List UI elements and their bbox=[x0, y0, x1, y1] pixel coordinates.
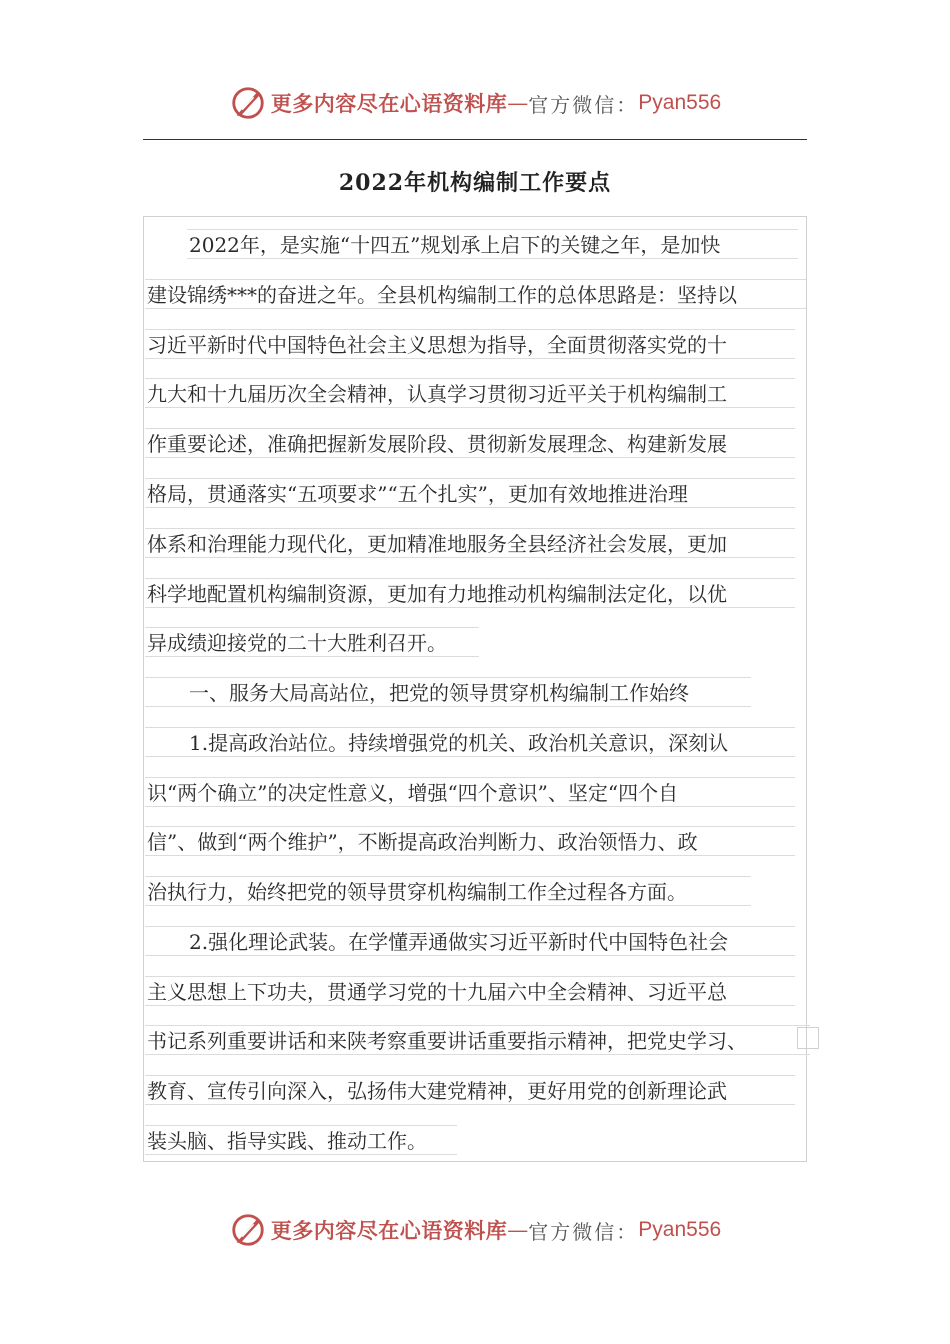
text-line: 格局，贯通落实“五项要求”“五个扎实”，更加有效地推进治理 bbox=[145, 478, 795, 508]
banner-separator: — bbox=[507, 91, 529, 115]
text-line: 1.提高政治站位。持续增强党的机关、政治机关意识，深刻认 bbox=[145, 727, 795, 757]
text-line: 装头脑、指导实践、推动工作。 bbox=[145, 1125, 457, 1155]
quill-logo-icon bbox=[229, 84, 267, 122]
banner-separator: — bbox=[507, 1218, 529, 1242]
banner-brand: 更多内容尽在心语资料库 bbox=[270, 91, 508, 116]
text-line: 2.强化理论武装。在学懂弄通做实习近平新时代中国特色社会 bbox=[145, 926, 795, 956]
text-line: 体系和治理能力现代化，更加精准地服务全县经济社会发展，更加 bbox=[145, 528, 795, 558]
text-line: 书记系列重要讲话和来陕考察重要讲话重要指示精神，把党史学习、 bbox=[145, 1025, 810, 1055]
text-line: 九大和十九届历次全会精神，认真学习贯彻习近平关于机构编制工 bbox=[145, 378, 795, 408]
banner-brand: 更多内容尽在心语资料库 bbox=[270, 1218, 508, 1243]
text-line: 科学地配置机构编制资源，更加有力地推动机构编制法定化，以优 bbox=[145, 578, 795, 608]
quill-logo-icon bbox=[229, 1211, 267, 1249]
text-line: 习近平新时代中国特色社会主义思想为指导，全面贯彻落实党的十 bbox=[145, 329, 795, 359]
text-line: 治执行力，始终把党的领导贯穿机构编制工作全过程各方面。 bbox=[145, 876, 751, 906]
text-line: 作重要论述，准确把握新发展阶段、贯彻新发展理念、构建新发展 bbox=[145, 428, 795, 458]
text-line: 信”、做到“两个维护”，不断提高政治判断力、政治领悟力、政 bbox=[145, 826, 795, 856]
document-title: 2022年机构编制工作要点 bbox=[338, 170, 612, 196]
banner-wechat-id: Pyan556 bbox=[638, 91, 722, 114]
text-line: 教育、宣传引向深入，弘扬伟大建党精神，更好用党的创新理论武 bbox=[145, 1075, 795, 1105]
header-divider bbox=[143, 139, 807, 140]
section-heading: 一、服务大局高站位，把党的领导贯穿机构编制工作始终 bbox=[145, 677, 751, 707]
footer-banner bbox=[0, 1205, 950, 1255]
text-line: 识“两个确立”的决定性意义，增强“四个意识”、坚定“四个自 bbox=[145, 777, 795, 807]
banner-wechat-label: 官方微信： bbox=[528, 92, 639, 117]
text-line: 建设锦绣***的奋进之年。全县机构编制工作的总体思路是：坚持以 bbox=[145, 279, 806, 309]
overflow-marker bbox=[797, 1027, 819, 1049]
text-line: 主义思想上下功夫，贯通学习党的十九届六中全会精神、习近平总 bbox=[145, 976, 795, 1006]
banner-wechat-label: 官方微信： bbox=[528, 1219, 639, 1244]
text-line: 2022年，是实施“十四五”规划承上启下的关键之年，是加快 bbox=[187, 229, 798, 259]
header-banner bbox=[0, 78, 950, 128]
banner-wechat-id: Pyan556 bbox=[638, 1218, 722, 1241]
text-line: 异成绩迎接党的二十大胜利召开。 bbox=[145, 627, 479, 657]
